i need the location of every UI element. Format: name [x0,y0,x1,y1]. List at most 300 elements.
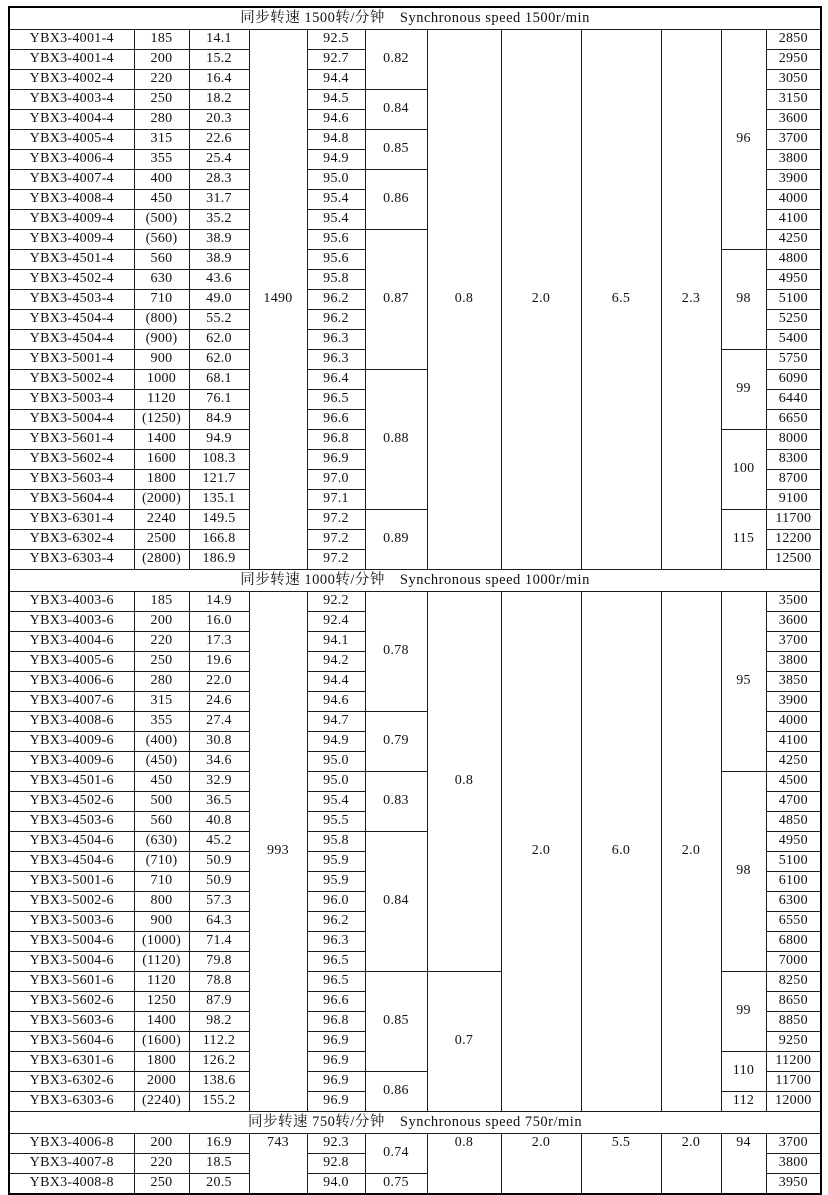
cell-current: 62.0 [189,330,249,350]
cell-weight: 3150 [766,90,821,110]
cell-model: YBX3-5004-6 [9,932,134,952]
cell-power: 800 [134,892,189,912]
cell-efficiency: 92.7 [307,50,365,70]
cell-efficiency: 97.2 [307,550,365,570]
cell-weight: 12500 [766,550,821,570]
cell-current: 30.8 [189,732,249,752]
cell-model: YBX3-4001-4 [9,50,134,70]
cell-power-factor: 0.84 [365,832,427,972]
cell-model: YBX3-4001-4 [9,30,134,50]
cell-power: 220 [134,70,189,90]
cell-power: 450 [134,772,189,792]
cell-current: 32.9 [189,772,249,792]
cell-col10: 2.3 [661,30,721,570]
cell-current: 87.9 [189,992,249,1012]
cell-model: YBX3-4502-6 [9,792,134,812]
cell-power-factor: 0.74 [365,1134,427,1174]
cell-model: YBX3-4003-4 [9,90,134,110]
cell-power: 200 [134,50,189,70]
cell-noise: 99 [721,972,766,1052]
cell-current: 16.0 [189,612,249,632]
cell-model: YBX3-5604-4 [9,490,134,510]
cell-model: YBX3-5002-4 [9,370,134,390]
cell-efficiency: 96.9 [307,450,365,470]
cell-efficiency: 94.9 [307,732,365,752]
cell-current: 14.9 [189,592,249,612]
cell-power: 900 [134,350,189,370]
cell-weight: 4250 [766,230,821,250]
cell-power: 710 [134,872,189,892]
cell-power: 560 [134,250,189,270]
cell-model: YBX3-4009-6 [9,752,134,772]
cell-power: 2500 [134,530,189,550]
cell-efficiency: 92.8 [307,1154,365,1174]
cell-current: 16.9 [189,1134,249,1154]
cell-weight: 4950 [766,832,821,852]
cell-weight: 3900 [766,692,821,712]
cell-weight: 6300 [766,892,821,912]
cell-weight: 4500 [766,772,821,792]
cell-power: 1600 [134,450,189,470]
cell-model: YBX3-4009-6 [9,732,134,752]
cell-current: 84.9 [189,410,249,430]
cell-current: 166.8 [189,530,249,550]
cell-power: 710 [134,290,189,310]
cell-efficiency: 96.6 [307,992,365,1012]
cell-col9: 6.0 [581,592,661,1112]
cell-power-factor: 0.88 [365,370,427,510]
cell-weight: 11700 [766,510,821,530]
cell-efficiency: 94.6 [307,110,365,130]
cell-weight: 6440 [766,390,821,410]
cell-model: YBX3-4009-4 [9,210,134,230]
cell-efficiency: 96.2 [307,290,365,310]
cell-model: YBX3-4504-4 [9,310,134,330]
cell-current: 35.2 [189,210,249,230]
cell-weight: 2950 [766,50,821,70]
cell-power: (1000) [134,932,189,952]
cell-power: (710) [134,852,189,872]
cell-model: YBX3-4007-8 [9,1154,134,1174]
cell-efficiency: 96.5 [307,390,365,410]
cell-power-factor: 0.87 [365,230,427,370]
cell-efficiency: 94.7 [307,712,365,732]
cell-speed: 1490 [249,30,307,570]
cell-efficiency: 97.2 [307,510,365,530]
cell-model: YBX3-5603-4 [9,470,134,490]
cell-efficiency: 96.8 [307,430,365,450]
cell-efficiency: 94.6 [307,692,365,712]
cell-weight: 6550 [766,912,821,932]
cell-noise: 115 [721,510,766,570]
cell-noise: 99 [721,350,766,430]
cell-power: 315 [134,130,189,150]
cell-current: 94.9 [189,430,249,450]
cell-noise: 110 [721,1052,766,1092]
cell-power: 450 [134,190,189,210]
cell-efficiency: 94.5 [307,90,365,110]
cell-current: 155.2 [189,1092,249,1112]
cell-efficiency: 97.1 [307,490,365,510]
cell-model: YBX3-6302-4 [9,530,134,550]
cell-model: YBX3-4003-6 [9,592,134,612]
cell-weight: 3050 [766,70,821,90]
cell-efficiency: 94.2 [307,652,365,672]
cell-model: YBX3-5604-6 [9,1032,134,1052]
cell-weight: 3700 [766,1134,821,1154]
cell-current: 108.3 [189,450,249,470]
cell-noise: 96 [721,30,766,250]
cell-model: YBX3-4503-6 [9,812,134,832]
cell-current: 138.6 [189,1072,249,1092]
cell-efficiency: 95.9 [307,872,365,892]
cell-model: YBX3-4008-8 [9,1174,134,1195]
section-header: 同步转速 1500转/分钟 Synchronous speed 1500r/min [9,7,821,30]
cell-power: (800) [134,310,189,330]
cell-current: 34.6 [189,752,249,772]
cell-model: YBX3-4006-8 [9,1134,134,1154]
cell-efficiency: 96.5 [307,972,365,992]
cell-efficiency: 94.4 [307,672,365,692]
section-header: 同步转速 750转/分钟 Synchronous speed 750r/min [9,1112,821,1134]
cell-current: 27.4 [189,712,249,732]
cell-col7: 0.8 [427,30,501,570]
cell-weight: 8850 [766,1012,821,1032]
cell-current: 31.7 [189,190,249,210]
cell-model: YBX3-6301-6 [9,1052,134,1072]
cell-efficiency: 96.3 [307,932,365,952]
cell-current: 22.0 [189,672,249,692]
cell-efficiency: 92.3 [307,1134,365,1154]
cell-model: YBX3-4002-4 [9,70,134,90]
cell-current: 14.1 [189,30,249,50]
cell-weight: 4250 [766,752,821,772]
cell-current: 45.2 [189,832,249,852]
cell-weight: 12200 [766,530,821,550]
cell-col7: 0.8 [427,1134,501,1195]
cell-noise: 98 [721,250,766,350]
cell-current: 38.9 [189,250,249,270]
cell-power: 1250 [134,992,189,1012]
motor-spec-table [8,6,822,1195]
cell-col9: 5.5 [581,1134,661,1195]
cell-weight: 5100 [766,290,821,310]
cell-weight: 3800 [766,1154,821,1174]
cell-power: (2240) [134,1092,189,1112]
cell-current: 78.8 [189,972,249,992]
cell-current: 50.9 [189,872,249,892]
cell-efficiency: 95.6 [307,250,365,270]
cell-model: YBX3-4008-6 [9,712,134,732]
cell-power: (560) [134,230,189,250]
cell-power: 185 [134,592,189,612]
cell-weight: 3600 [766,110,821,130]
cell-power: 900 [134,912,189,932]
cell-model: YBX3-5001-4 [9,350,134,370]
cell-model: YBX3-4004-4 [9,110,134,130]
cell-power: 560 [134,812,189,832]
cell-model: YBX3-5001-6 [9,872,134,892]
cell-weight: 8250 [766,972,821,992]
cell-weight: 5750 [766,350,821,370]
cell-power: 1800 [134,1052,189,1072]
section-header: 同步转速 1000转/分钟 Synchronous speed 1000r/min [9,570,821,592]
cell-power: (400) [134,732,189,752]
cell-speed: 743 [249,1134,307,1195]
cell-current: 19.6 [189,652,249,672]
cell-power: (1600) [134,1032,189,1052]
cell-weight: 3600 [766,612,821,632]
cell-model: YBX3-4502-4 [9,270,134,290]
cell-noise: 100 [721,430,766,510]
cell-col10: 2.0 [661,592,721,1112]
cell-weight: 9250 [766,1032,821,1052]
cell-power: 2000 [134,1072,189,1092]
cell-power: 250 [134,1174,189,1195]
cell-power: 355 [134,150,189,170]
cell-efficiency: 95.5 [307,812,365,832]
cell-efficiency: 96.8 [307,1012,365,1032]
cell-col8: 2.0 [501,592,581,1112]
cell-model: YBX3-4501-4 [9,250,134,270]
cell-efficiency: 95.8 [307,832,365,852]
cell-model: YBX3-4003-6 [9,612,134,632]
cell-power: 1400 [134,430,189,450]
cell-model: YBX3-4501-6 [9,772,134,792]
cell-power: (450) [134,752,189,772]
cell-noise: 95 [721,592,766,772]
cell-weight: 4000 [766,190,821,210]
cell-weight: 11700 [766,1072,821,1092]
cell-weight: 3800 [766,150,821,170]
cell-model: YBX3-5601-6 [9,972,134,992]
cell-model: YBX3-5002-6 [9,892,134,912]
cell-power: 220 [134,632,189,652]
cell-col7: 0.8 [427,592,501,972]
cell-weight: 3900 [766,170,821,190]
cell-current: 43.6 [189,270,249,290]
cell-power-factor: 0.75 [365,1174,427,1195]
cell-power-factor: 0.79 [365,712,427,772]
cell-current: 186.9 [189,550,249,570]
cell-power-factor: 0.85 [365,130,427,170]
cell-power: 280 [134,672,189,692]
cell-power-factor: 0.84 [365,90,427,130]
cell-weight: 4100 [766,732,821,752]
cell-current: 79.8 [189,952,249,972]
cell-weight: 12000 [766,1092,821,1112]
cell-weight: 5400 [766,330,821,350]
cell-model: YBX3-4008-4 [9,190,134,210]
cell-efficiency: 96.3 [307,330,365,350]
cell-power: 1120 [134,972,189,992]
cell-power: 1120 [134,390,189,410]
cell-power: 250 [134,652,189,672]
cell-current: 28.3 [189,170,249,190]
cell-power: 1800 [134,470,189,490]
cell-current: 24.6 [189,692,249,712]
cell-power: 630 [134,270,189,290]
cell-model: YBX3-5003-4 [9,390,134,410]
cell-power-factor: 0.83 [365,772,427,832]
cell-efficiency: 95.4 [307,792,365,812]
cell-current: 20.3 [189,110,249,130]
cell-current: 68.1 [189,370,249,390]
cell-weight: 5250 [766,310,821,330]
cell-speed: 993 [249,592,307,1112]
cell-power: 200 [134,1134,189,1154]
cell-efficiency: 92.4 [307,612,365,632]
cell-weight: 5100 [766,852,821,872]
cell-model: YBX3-6301-4 [9,510,134,530]
cell-power: (500) [134,210,189,230]
cell-model: YBX3-6302-6 [9,1072,134,1092]
cell-model: YBX3-5603-6 [9,1012,134,1032]
cell-efficiency: 94.8 [307,130,365,150]
cell-power: 200 [134,612,189,632]
cell-power: 250 [134,90,189,110]
cell-weight: 11200 [766,1052,821,1072]
cell-current: 36.5 [189,792,249,812]
cell-current: 17.3 [189,632,249,652]
cell-model: YBX3-4006-6 [9,672,134,692]
cell-weight: 4800 [766,250,821,270]
cell-model: YBX3-5601-4 [9,430,134,450]
cell-weight: 2850 [766,30,821,50]
cell-efficiency: 96.0 [307,892,365,912]
cell-col9: 6.5 [581,30,661,570]
cell-model: YBX3-4006-4 [9,150,134,170]
cell-power: 500 [134,792,189,812]
cell-current: 149.5 [189,510,249,530]
cell-efficiency: 95.9 [307,852,365,872]
cell-model: YBX3-6303-6 [9,1092,134,1112]
cell-efficiency: 96.2 [307,912,365,932]
cell-model: YBX3-5003-6 [9,912,134,932]
cell-model: YBX3-4009-4 [9,230,134,250]
cell-current: 98.2 [189,1012,249,1032]
cell-weight: 8300 [766,450,821,470]
cell-efficiency: 95.0 [307,752,365,772]
cell-power: (1120) [134,952,189,972]
cell-model: YBX3-4504-4 [9,330,134,350]
cell-weight: 3850 [766,672,821,692]
cell-weight: 8650 [766,992,821,1012]
cell-power-factor: 0.78 [365,592,427,712]
cell-power: 400 [134,170,189,190]
cell-col7: 0.7 [427,972,501,1112]
cell-weight: 4000 [766,712,821,732]
cell-power: (1250) [134,410,189,430]
cell-model: YBX3-4007-6 [9,692,134,712]
cell-efficiency: 96.9 [307,1072,365,1092]
cell-weight: 3500 [766,592,821,612]
cell-efficiency: 95.4 [307,190,365,210]
cell-power-factor: 0.82 [365,30,427,90]
cell-col8: 2.0 [501,30,581,570]
cell-current: 76.1 [189,390,249,410]
cell-power: 2240 [134,510,189,530]
cell-current: 121.7 [189,470,249,490]
cell-power-factor: 0.85 [365,972,427,1072]
cell-weight: 6800 [766,932,821,952]
cell-efficiency: 94.1 [307,632,365,652]
cell-efficiency: 97.0 [307,470,365,490]
cell-model: YBX3-4503-4 [9,290,134,310]
cell-power: (2800) [134,550,189,570]
cell-col10: 2.0 [661,1134,721,1195]
cell-current: 25.4 [189,150,249,170]
cell-current: 18.2 [189,90,249,110]
cell-model: YBX3-4504-6 [9,852,134,872]
cell-weight: 6650 [766,410,821,430]
cell-power: 280 [134,110,189,130]
cell-power-factor: 0.89 [365,510,427,570]
cell-noise: 98 [721,772,766,972]
cell-efficiency: 95.8 [307,270,365,290]
cell-weight: 6090 [766,370,821,390]
cell-model: YBX3-5004-6 [9,952,134,972]
cell-power: (900) [134,330,189,350]
cell-model: YBX3-4004-6 [9,632,134,652]
cell-efficiency: 96.9 [307,1092,365,1112]
cell-efficiency: 96.3 [307,350,365,370]
cell-efficiency: 94.0 [307,1174,365,1195]
cell-current: 62.0 [189,350,249,370]
cell-weight: 9100 [766,490,821,510]
cell-noise: 112 [721,1092,766,1112]
cell-efficiency: 94.9 [307,150,365,170]
cell-weight: 8700 [766,470,821,490]
cell-efficiency: 92.2 [307,592,365,612]
cell-model: YBX3-5004-4 [9,410,134,430]
cell-current: 126.2 [189,1052,249,1072]
cell-model: YBX3-4005-6 [9,652,134,672]
cell-efficiency: 96.5 [307,952,365,972]
cell-current: 49.0 [189,290,249,310]
cell-current: 112.2 [189,1032,249,1052]
cell-current: 15.2 [189,50,249,70]
cell-col8: 2.0 [501,1134,581,1195]
cell-current: 57.3 [189,892,249,912]
cell-weight: 3700 [766,632,821,652]
cell-power: 355 [134,712,189,732]
cell-current: 50.9 [189,852,249,872]
cell-current: 22.6 [189,130,249,150]
cell-weight: 4950 [766,270,821,290]
cell-model: YBX3-4005-4 [9,130,134,150]
cell-power: 1000 [134,370,189,390]
cell-current: 40.8 [189,812,249,832]
cell-efficiency: 94.4 [307,70,365,90]
cell-weight: 4700 [766,792,821,812]
cell-weight: 6100 [766,872,821,892]
cell-efficiency: 95.6 [307,230,365,250]
cell-efficiency: 95.0 [307,170,365,190]
motor-table-body [9,7,821,1194]
cell-power: (2000) [134,490,189,510]
cell-model: YBX3-5602-4 [9,450,134,470]
cell-power-factor: 0.86 [365,1072,427,1112]
cell-weight: 3700 [766,130,821,150]
cell-current: 20.5 [189,1174,249,1195]
cell-model: YBX3-4007-4 [9,170,134,190]
cell-efficiency: 96.4 [307,370,365,390]
cell-efficiency: 96.9 [307,1032,365,1052]
cell-efficiency: 97.2 [307,530,365,550]
cell-efficiency: 96.6 [307,410,365,430]
cell-power: 1400 [134,1012,189,1032]
